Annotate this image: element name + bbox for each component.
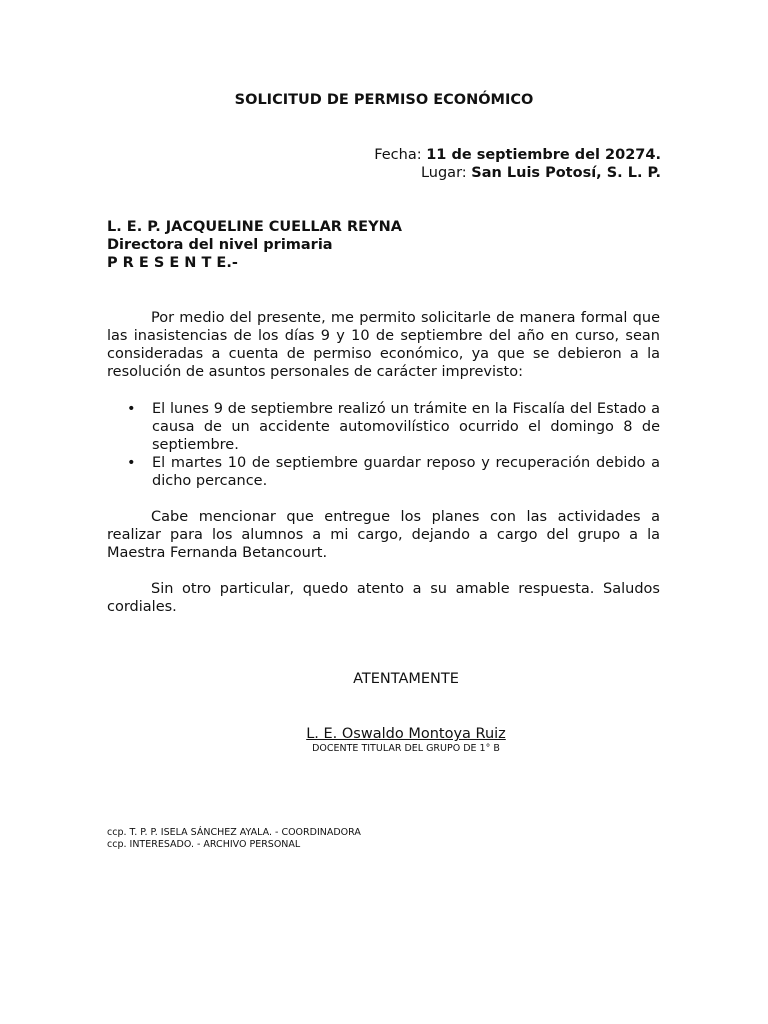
paragraph-closing-text: Sin otro particular, quedo atento a su amable respuesta. Saludos cordiales. — [107, 581, 660, 615]
bullet-icon: • — [127, 455, 136, 471]
paragraph-intro-text: Por medio del presente, me permito solicitarle de manera formal que las inasistencias de los días 9 y 10 de septiembre del año en curso, sean consideradas a cuenta de permiso económico, ya que se debieron a la resolución de asuntos personales de carácter imprevisto: — [107, 310, 660, 380]
addressee-presente: P R E S E N T E.- — [107, 255, 238, 271]
reasons-list — [107, 400, 660, 490]
list-item-text: El lunes 9 de septiembre realizó un trámite en la Fiscalía del Estado a causa de un accidente automovilístico ocurrido el domingo 8 de septiembre. — [152, 401, 660, 453]
paragraph-planes — [107, 508, 660, 562]
place-value: San Luis Potosí, S. L. P. — [471, 165, 661, 181]
document-title: SOLICITUD DE PERMISO ECONÓMICO — [234, 92, 534, 108]
list-item — [107, 400, 660, 454]
paragraph-planes-text: Cabe mencionar que entregue los planes con las actividades a realizar para los alumnos a mi cargo, dejando a cargo del grupo a la Maestra Fernanda Betancourt. — [107, 509, 660, 561]
list-item — [107, 454, 660, 490]
addressee-name: L. E. P. JACQUELINE CUELLAR REYNA — [107, 219, 402, 235]
ccp-line-2: ccp. INTERESADO. - ARCHIVO PERSONAL — [107, 839, 301, 850]
paragraph-closing — [107, 580, 660, 616]
closing-word: ATENTAMENTE — [353, 671, 459, 687]
bullet-icon: • — [127, 401, 136, 417]
date-label: Fecha: — [374, 147, 427, 163]
signature-role: DOCENTE TITULAR DEL GRUPO DE 1° B — [312, 743, 500, 754]
place-line — [421, 164, 661, 182]
date-line — [374, 146, 661, 164]
list-item-text: El martes 10 de septiembre guardar reposo y recuperación debido a dicho percance. — [152, 455, 660, 489]
date-value: 11 de septiembre del 20274. — [426, 147, 661, 163]
place-label: Lugar: — [420, 165, 472, 181]
addressee-role: Directora del nivel primaria — [107, 237, 333, 253]
signature-name: L. E. Oswaldo Montoya Ruiz — [306, 726, 506, 742]
addressee-block — [107, 218, 402, 272]
ccp-line-1: ccp. T. P. P. ISELA SÁNCHEZ AYALA. - COORDINADORA — [107, 827, 361, 838]
paragraph-intro — [107, 309, 660, 381]
